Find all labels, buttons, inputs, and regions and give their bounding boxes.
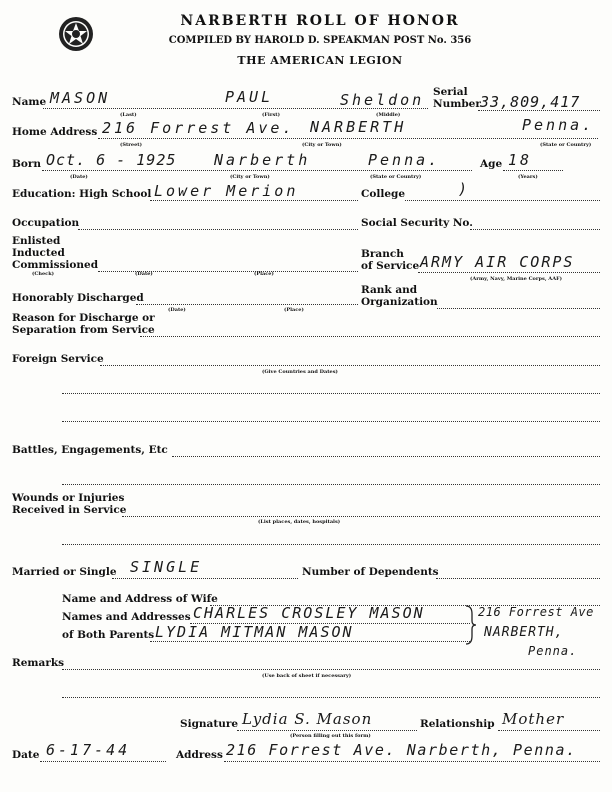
branch-label-1: Branch [361, 248, 404, 260]
age-line [503, 170, 563, 171]
caption-entry-date: (Date) [135, 271, 153, 277]
college-label: College [361, 188, 406, 200]
form-date-value: 6-17-44 [46, 741, 131, 759]
wounds-label-2: Received in Service [12, 504, 127, 516]
battles-line-1 [172, 456, 600, 457]
wounds-line-1 [122, 516, 600, 517]
caption-remarks: (Use back of sheet if necessary) [262, 673, 352, 679]
branch-value: ARMY AIR CORPS [420, 253, 575, 271]
remarks-line-1 [62, 669, 600, 670]
born-label: Born [12, 158, 42, 170]
caption-branch: (Army, Navy, Marine Corps, AAF) [470, 276, 562, 282]
mother-name-value: LYDIA MITMAN MASON [155, 623, 354, 641]
married-or-single-label: Married or Single [12, 566, 117, 578]
relationship-value: Mother [502, 710, 565, 728]
organization-name: THE AMERICAN LEGION [237, 54, 403, 67]
parents-address-line-1: 216 Forrest Ave [478, 605, 594, 619]
caption-city: (City or Town) [302, 142, 342, 148]
serial-number-value: 33,809,417 [480, 93, 581, 111]
home-address-label: Home Address [12, 126, 98, 138]
branch-line [418, 272, 600, 273]
rank-label-2: Organization [361, 296, 438, 308]
serial-label-2: Number [433, 98, 481, 110]
parents-address-line-3: Penna. [528, 644, 578, 658]
married-or-single-line [112, 578, 298, 579]
relationship-line [498, 730, 600, 731]
caption-check: (Check) [32, 271, 55, 277]
caption-discharge-date: (Date) [168, 307, 186, 313]
high-school-value: Lower Merion [154, 182, 299, 200]
caption-birth-state: (State or Country) [370, 174, 422, 180]
serial-label-1: Serial [433, 86, 468, 98]
college-value: ) [458, 180, 471, 198]
caption-wounds: (List places, dates, hospitals) [258, 519, 341, 525]
number-of-dependents-label: Number of Dependents [302, 566, 439, 578]
enlisted-label: Enlisted [12, 235, 61, 247]
relationship-label: Relationship [420, 718, 495, 730]
rank-label-1: Rank and [361, 284, 418, 296]
foreign-service-line-2 [62, 393, 600, 394]
birth-city-value: Narberth [214, 151, 311, 169]
occupation-line [78, 229, 358, 230]
reason-line [140, 336, 600, 337]
american-legion-emblem-icon [58, 16, 94, 52]
battles-label: Battles, Engagements, Etc [12, 444, 168, 456]
wife-label: Name and Address of Wife [62, 593, 218, 605]
honorably-discharged-label: Honorably Discharged [12, 292, 144, 304]
birth-date-value: Oct. 6 - 1925 [46, 151, 177, 169]
education-label: Education: High School [12, 188, 152, 200]
father-name-value: CHARLES CROSLEY MASON [193, 604, 425, 622]
caption-state: (State or Country) [540, 142, 592, 148]
caption-birth-date: (Date) [70, 174, 88, 180]
mother-line [150, 641, 470, 642]
caption-street: (Street) [120, 142, 142, 148]
age-value: 18 [508, 151, 533, 169]
commissioned-label: Commissioned [12, 259, 99, 271]
marital-status-value: SINGLE [130, 558, 203, 576]
page-subtitle: COMPILED BY HAROLD D. SPEAKMAN POST No. 356 [168, 35, 472, 46]
wounds-line-2 [62, 544, 600, 545]
street-value: 216 Forrest Ave. [102, 119, 295, 137]
high-school-line [150, 200, 358, 201]
dependents-line [436, 578, 600, 579]
college-line [405, 200, 600, 201]
foreign-service-line-3 [62, 421, 600, 422]
middle-name-value: Sheldon [340, 91, 425, 109]
parents-label-1: Names and Addresses [62, 611, 191, 623]
inducted-label: Inducted [12, 247, 65, 259]
reason-label-2: Separation from Service [12, 324, 155, 336]
address-label: Address [176, 749, 223, 761]
brace-icon [464, 604, 478, 646]
remarks-line-2 [62, 697, 600, 698]
foreign-service-line-1 [100, 365, 600, 366]
wounds-label-1: Wounds or Injuries [12, 492, 125, 504]
caption-entry-place: (Place) [254, 271, 274, 277]
name-label: Name [12, 96, 47, 108]
address-line [224, 761, 600, 762]
branch-label-2: of Service [361, 260, 420, 272]
reason-label-1: Reason for Discharge or [12, 312, 155, 324]
social-security-label: Social Security No. [361, 217, 473, 229]
caption-birth-city: (City or Town) [230, 174, 270, 180]
signature-label: Signature [180, 718, 239, 730]
parents-address-line-2: NARBERTH, [484, 625, 564, 640]
signature-line [237, 730, 417, 731]
remarks-label: Remarks [12, 657, 65, 669]
caption-discharge-place: (Place) [284, 307, 304, 313]
occupation-label: Occupation [12, 217, 80, 229]
first-name-value: PAUL [225, 88, 274, 106]
rank-line [437, 308, 600, 309]
caption-last: (Last) [120, 112, 137, 118]
last-name-value: MASON [50, 89, 111, 107]
caption-foreign: (Give Countries and Dates) [262, 369, 338, 375]
caption-first: (First) [262, 112, 280, 118]
social-security-line [470, 229, 600, 230]
born-line [42, 170, 472, 171]
caption-years: (Years) [518, 174, 538, 180]
date-line [40, 761, 166, 762]
foreign-service-label: Foreign Service [12, 353, 104, 365]
page-title: NARBERTH ROLL OF HONOR [180, 13, 460, 29]
battles-line-2 [62, 484, 600, 485]
signature-value: Lydia S. Mason [242, 710, 373, 728]
signer-address-value: 216 Forrest Ave. Narberth, Penna. [226, 741, 577, 759]
discharge-line [136, 304, 358, 305]
age-label: Age [480, 158, 503, 170]
home-address-line [98, 138, 598, 139]
date-label: Date [12, 749, 40, 761]
caption-signer: (Person filling out this form) [290, 733, 371, 739]
state-value: Penna. [522, 116, 595, 134]
birth-state-value: Penna. [368, 151, 441, 169]
city-value: NARBERTH [310, 118, 407, 136]
caption-middle: (Middle) [376, 112, 401, 118]
parents-label-2: of Both Parents [62, 629, 155, 641]
